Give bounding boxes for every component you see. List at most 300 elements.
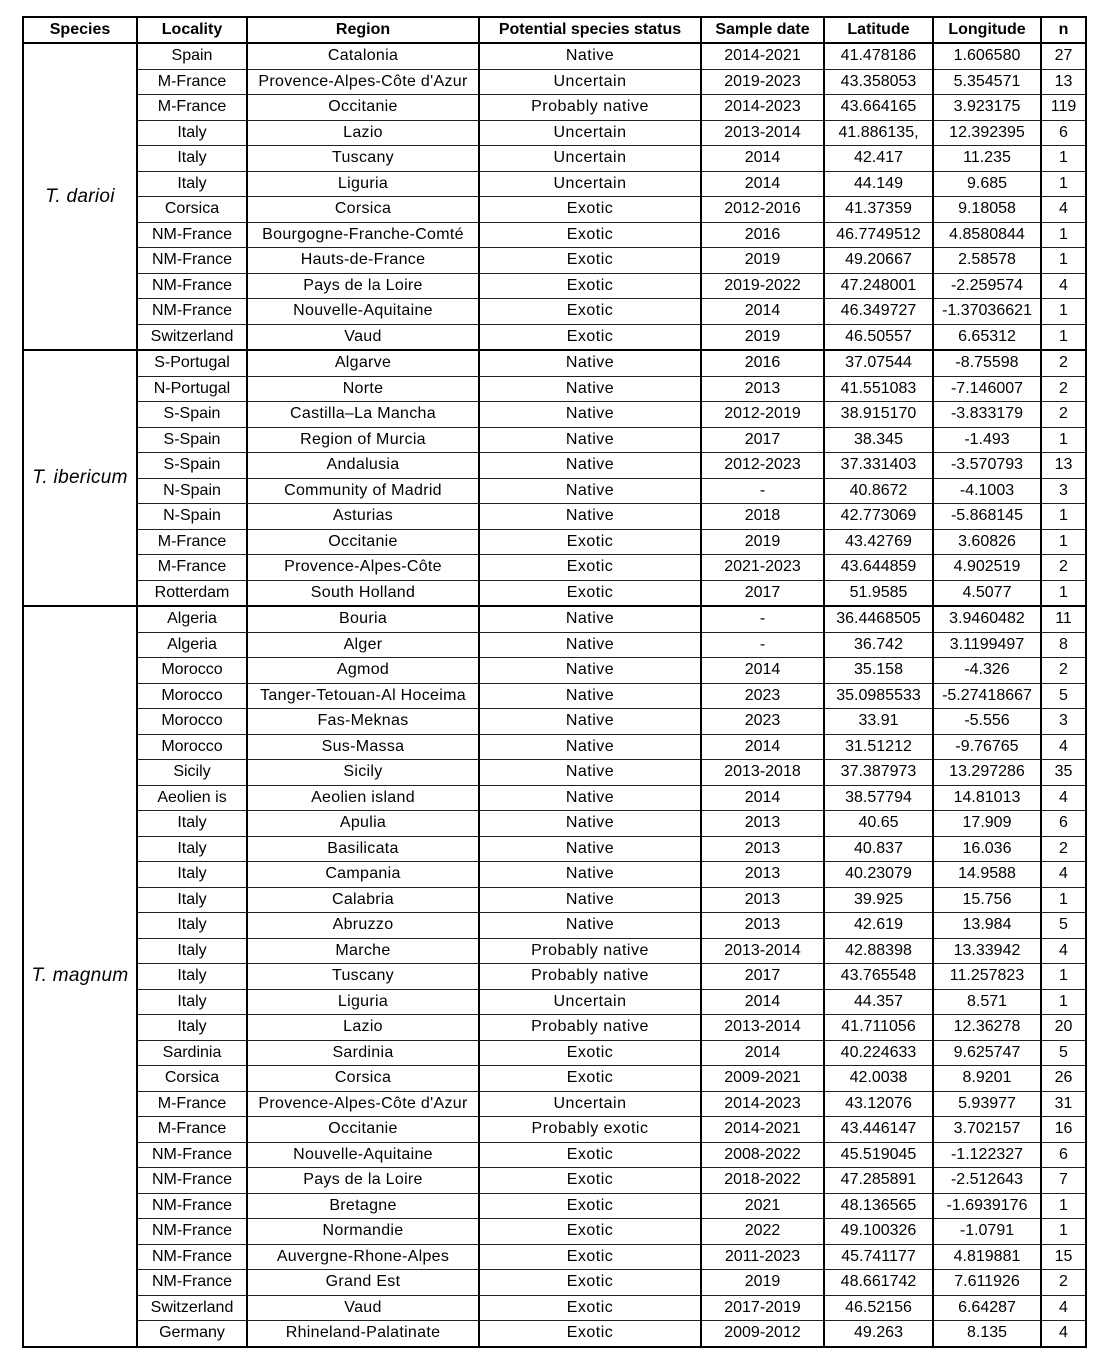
sample-date-cell: 2019-2022 (701, 273, 824, 299)
sample-date-cell: 2014 (701, 658, 824, 684)
longitude-cell: -4.1003 (933, 478, 1041, 504)
status-cell: Native (479, 887, 701, 913)
locality-cell: Italy (137, 146, 247, 172)
table-row (23, 273, 1086, 299)
latitude-cell: 41.478186 (824, 43, 933, 69)
status-cell: Native (479, 402, 701, 428)
region-cell: Pays de la Loire (247, 273, 479, 299)
locality-cell: Italy (137, 811, 247, 837)
region-cell: Catalonia (247, 43, 479, 69)
longitude-cell: -1.37036621 (933, 299, 1041, 325)
status-cell: Probably native (479, 938, 701, 964)
status-cell: Native (479, 504, 701, 530)
latitude-cell: 37.387973 (824, 760, 933, 786)
table-row (23, 1142, 1086, 1168)
region-cell: Normandie (247, 1219, 479, 1245)
status-cell: Exotic (479, 248, 701, 274)
region-cell: Corsica (247, 1066, 479, 1092)
region-cell: Nouvelle-Aquitaine (247, 299, 479, 325)
longitude-cell: 3.923175 (933, 95, 1041, 121)
region-cell: Liguria (247, 989, 479, 1015)
longitude-cell: 4.8580844 (933, 222, 1041, 248)
status-cell: Uncertain (479, 146, 701, 172)
latitude-cell: 48.136565 (824, 1193, 933, 1219)
sample-date-cell: 2013-2018 (701, 760, 824, 786)
status-cell: Exotic (479, 1142, 701, 1168)
longitude-cell: 8.571 (933, 989, 1041, 1015)
region-cell: Lazio (247, 120, 479, 146)
longitude-cell: -7.146007 (933, 376, 1041, 402)
locality-cell: S-Spain (137, 402, 247, 428)
locality-cell: Morocco (137, 683, 247, 709)
n-cell: 5 (1041, 683, 1086, 709)
status-cell: Native (479, 913, 701, 939)
region-cell: Fas-Meknas (247, 709, 479, 735)
sample-date-cell: 2013 (701, 913, 824, 939)
locality-cell: M-France (137, 555, 247, 581)
locality-cell: M-France (137, 1117, 247, 1143)
table-row (23, 658, 1086, 684)
locality-cell: NM-France (137, 248, 247, 274)
locality-cell: Aeolien is (137, 785, 247, 811)
table-row (23, 120, 1086, 146)
latitude-cell: 37.331403 (824, 453, 933, 479)
species-table-container (22, 16, 1087, 1348)
locality-cell: NM-France (137, 222, 247, 248)
latitude-cell: 38.57794 (824, 785, 933, 811)
sample-date-cell: 2014 (701, 146, 824, 172)
status-cell: Native (479, 836, 701, 862)
sample-date-cell: 2019-2023 (701, 69, 824, 95)
n-cell: 1 (1041, 222, 1086, 248)
n-cell: 4 (1041, 785, 1086, 811)
n-cell: 2 (1041, 376, 1086, 402)
longitude-cell: 5.354571 (933, 69, 1041, 95)
latitude-cell: 43.446147 (824, 1117, 933, 1143)
table-row (23, 95, 1086, 121)
region-cell: Basilicata (247, 836, 479, 862)
sample-date-cell: 2008-2022 (701, 1142, 824, 1168)
n-cell: 1 (1041, 504, 1086, 530)
locality-cell: Italy (137, 836, 247, 862)
sample-date-cell: 2013 (701, 811, 824, 837)
region-cell: Alger (247, 632, 479, 658)
locality-cell: S-Spain (137, 453, 247, 479)
table-row (23, 402, 1086, 428)
table-row (23, 734, 1086, 760)
latitude-cell: 45.741177 (824, 1244, 933, 1270)
locality-cell: Morocco (137, 658, 247, 684)
table-row (23, 913, 1086, 939)
sample-date-cell: - (701, 632, 824, 658)
n-cell: 1 (1041, 299, 1086, 325)
header-status: Potential species status (479, 17, 701, 43)
header-latitude: Latitude (824, 17, 933, 43)
n-cell: 2 (1041, 402, 1086, 428)
status-cell: Native (479, 606, 701, 632)
sample-date-cell: 2014 (701, 299, 824, 325)
region-cell: Grand Est (247, 1270, 479, 1296)
status-cell: Native (479, 658, 701, 684)
n-cell: 119 (1041, 95, 1086, 121)
n-cell: 6 (1041, 811, 1086, 837)
sample-date-cell: 2016 (701, 350, 824, 376)
region-cell: Provence-Alpes-Côte d'Azur (247, 1091, 479, 1117)
latitude-cell: 33.91 (824, 709, 933, 735)
sample-date-cell: 2012-2023 (701, 453, 824, 479)
status-cell: Uncertain (479, 1091, 701, 1117)
status-cell: Uncertain (479, 120, 701, 146)
latitude-cell: 35.0985533 (824, 683, 933, 709)
n-cell: 26 (1041, 1066, 1086, 1092)
sample-date-cell: 2019 (701, 248, 824, 274)
table-row (23, 350, 1086, 376)
locality-cell: NM-France (137, 1270, 247, 1296)
region-cell: Tanger-Tetouan-Al Hoceima (247, 683, 479, 709)
table-row (23, 862, 1086, 888)
status-cell: Exotic (479, 555, 701, 581)
latitude-cell: 46.7749512 (824, 222, 933, 248)
region-cell: Marche (247, 938, 479, 964)
longitude-cell: -1.0791 (933, 1219, 1041, 1245)
region-cell: Asturias (247, 504, 479, 530)
longitude-cell: 13.297286 (933, 760, 1041, 786)
longitude-cell: 11.235 (933, 146, 1041, 172)
status-cell: Exotic (479, 1040, 701, 1066)
sample-date-cell: 2013 (701, 836, 824, 862)
table-row (23, 376, 1086, 402)
n-cell: 1 (1041, 529, 1086, 555)
longitude-cell: 3.702157 (933, 1117, 1041, 1143)
latitude-cell: 43.358053 (824, 69, 933, 95)
sample-date-cell: 2019 (701, 324, 824, 350)
n-cell: 1 (1041, 427, 1086, 453)
region-cell: Calabria (247, 887, 479, 913)
table-row (23, 964, 1086, 990)
table-row (23, 760, 1086, 786)
n-cell: 1 (1041, 248, 1086, 274)
region-cell: Community of Madrid (247, 478, 479, 504)
longitude-cell: 8.9201 (933, 1066, 1041, 1092)
status-cell: Exotic (479, 529, 701, 555)
status-cell: Native (479, 478, 701, 504)
latitude-cell: 36.4468505 (824, 606, 933, 632)
latitude-cell: 49.20667 (824, 248, 933, 274)
sample-date-cell: 2012-2016 (701, 197, 824, 223)
status-cell: Native (479, 427, 701, 453)
longitude-cell: 5.93977 (933, 1091, 1041, 1117)
region-cell: Liguria (247, 171, 479, 197)
longitude-cell: 12.392395 (933, 120, 1041, 146)
n-cell: 16 (1041, 1117, 1086, 1143)
table-row (23, 1321, 1086, 1347)
n-cell: 3 (1041, 478, 1086, 504)
n-cell: 6 (1041, 1142, 1086, 1168)
latitude-cell: 45.519045 (824, 1142, 933, 1168)
longitude-cell: -3.833179 (933, 402, 1041, 428)
n-cell: 4 (1041, 273, 1086, 299)
locality-cell: N-Portugal (137, 376, 247, 402)
longitude-cell: 9.685 (933, 171, 1041, 197)
latitude-cell: 40.65 (824, 811, 933, 837)
locality-cell: Morocco (137, 709, 247, 735)
status-cell: Exotic (479, 1219, 701, 1245)
sample-date-cell: 2021-2023 (701, 555, 824, 581)
longitude-cell: -1.122327 (933, 1142, 1041, 1168)
n-cell: 4 (1041, 938, 1086, 964)
locality-cell: S-Portugal (137, 350, 247, 376)
table-row (23, 146, 1086, 172)
longitude-cell: 3.9460482 (933, 606, 1041, 632)
locality-cell: Sardinia (137, 1040, 247, 1066)
n-cell: 2 (1041, 555, 1086, 581)
n-cell: 4 (1041, 1295, 1086, 1321)
longitude-cell: -9.76765 (933, 734, 1041, 760)
latitude-cell: 43.42769 (824, 529, 933, 555)
region-cell: Tuscany (247, 146, 479, 172)
header-locality: Locality (137, 17, 247, 43)
n-cell: 4 (1041, 734, 1086, 760)
status-cell: Native (479, 350, 701, 376)
region-cell: Abruzzo (247, 913, 479, 939)
table-row (23, 1040, 1086, 1066)
n-cell: 1 (1041, 989, 1086, 1015)
sample-date-cell: 2014 (701, 734, 824, 760)
region-cell: Agmod (247, 658, 479, 684)
n-cell: 5 (1041, 1040, 1086, 1066)
locality-cell: M-France (137, 529, 247, 555)
n-cell: 1 (1041, 887, 1086, 913)
latitude-cell: 41.551083 (824, 376, 933, 402)
latitude-cell: 42.88398 (824, 938, 933, 964)
sample-date-cell: 2017-2019 (701, 1295, 824, 1321)
region-cell: Provence-Alpes-Côte (247, 555, 479, 581)
species-cell: T. magnum (23, 606, 137, 1347)
status-cell: Native (479, 785, 701, 811)
region-cell: Occitanie (247, 1117, 479, 1143)
latitude-cell: 40.837 (824, 836, 933, 862)
latitude-cell: 43.12076 (824, 1091, 933, 1117)
n-cell: 8 (1041, 632, 1086, 658)
sample-date-cell: 2017 (701, 964, 824, 990)
n-cell: 13 (1041, 453, 1086, 479)
status-cell: Exotic (479, 197, 701, 223)
status-cell: Probably native (479, 1015, 701, 1041)
latitude-cell: 46.349727 (824, 299, 933, 325)
longitude-cell: 17.909 (933, 811, 1041, 837)
table-row (23, 606, 1086, 632)
n-cell: 1 (1041, 964, 1086, 990)
n-cell: 2 (1041, 350, 1086, 376)
table-row (23, 811, 1086, 837)
n-cell: 1 (1041, 1193, 1086, 1219)
status-cell: Exotic (479, 1321, 701, 1347)
region-cell: Sus-Massa (247, 734, 479, 760)
status-cell: Exotic (479, 273, 701, 299)
status-cell: Exotic (479, 324, 701, 350)
latitude-cell: 48.661742 (824, 1270, 933, 1296)
species-occurrence-table (22, 16, 1087, 1348)
sample-date-cell: 2011-2023 (701, 1244, 824, 1270)
n-cell: 1 (1041, 580, 1086, 606)
table-row (23, 709, 1086, 735)
n-cell: 2 (1041, 1270, 1086, 1296)
n-cell: 1 (1041, 171, 1086, 197)
header-n: n (1041, 17, 1086, 43)
locality-cell: M-France (137, 95, 247, 121)
region-cell: Region of Murcia (247, 427, 479, 453)
longitude-cell: -8.75598 (933, 350, 1041, 376)
species-cell: T. darioi (23, 43, 137, 350)
region-cell: Auvergne-Rhone-Alpes (247, 1244, 479, 1270)
sample-date-cell: 2009-2021 (701, 1066, 824, 1092)
longitude-cell: 4.819881 (933, 1244, 1041, 1270)
sample-date-cell: - (701, 478, 824, 504)
region-cell: South Holland (247, 580, 479, 606)
longitude-cell: 13.33942 (933, 938, 1041, 964)
status-cell: Uncertain (479, 171, 701, 197)
region-cell: Nouvelle-Aquitaine (247, 1142, 479, 1168)
table-row (23, 1168, 1086, 1194)
longitude-cell: -5.556 (933, 709, 1041, 735)
status-cell: Uncertain (479, 989, 701, 1015)
longitude-cell: 9.625747 (933, 1040, 1041, 1066)
sample-date-cell: - (701, 606, 824, 632)
longitude-cell: 4.5077 (933, 580, 1041, 606)
region-cell: Andalusia (247, 453, 479, 479)
status-cell: Native (479, 760, 701, 786)
locality-cell: Switzerland (137, 1295, 247, 1321)
n-cell: 4 (1041, 1321, 1086, 1347)
n-cell: 1 (1041, 146, 1086, 172)
n-cell: 6 (1041, 120, 1086, 146)
locality-cell: NM-France (137, 1244, 247, 1270)
table-row (23, 683, 1086, 709)
sample-date-cell: 2018-2022 (701, 1168, 824, 1194)
header-row (23, 17, 1086, 43)
n-cell: 11 (1041, 606, 1086, 632)
sample-date-cell: 2017 (701, 580, 824, 606)
n-cell: 1 (1041, 324, 1086, 350)
status-cell: Probably exotic (479, 1117, 701, 1143)
locality-cell: N-Spain (137, 504, 247, 530)
sample-date-cell: 2014-2021 (701, 1117, 824, 1143)
latitude-cell: 44.357 (824, 989, 933, 1015)
locality-cell: Corsica (137, 197, 247, 223)
locality-cell: Algeria (137, 632, 247, 658)
latitude-cell: 51.9585 (824, 580, 933, 606)
header-species: Species (23, 17, 137, 43)
table-row (23, 1270, 1086, 1296)
region-cell: Vaud (247, 1295, 479, 1321)
latitude-cell: 43.765548 (824, 964, 933, 990)
table-row (23, 1117, 1086, 1143)
sample-date-cell: 2014-2023 (701, 1091, 824, 1117)
table-row (23, 1295, 1086, 1321)
sample-date-cell: 2021 (701, 1193, 824, 1219)
latitude-cell: 40.224633 (824, 1040, 933, 1066)
region-cell: Rhineland-Palatinate (247, 1321, 479, 1347)
region-cell: Tuscany (247, 964, 479, 990)
longitude-cell: -3.570793 (933, 453, 1041, 479)
longitude-cell: -5.27418667 (933, 683, 1041, 709)
longitude-cell: -5.868145 (933, 504, 1041, 530)
table-row (23, 299, 1086, 325)
table-row (23, 43, 1086, 69)
table-row (23, 427, 1086, 453)
longitude-cell: 16.036 (933, 836, 1041, 862)
latitude-cell: 49.100326 (824, 1219, 933, 1245)
n-cell: 3 (1041, 709, 1086, 735)
latitude-cell: 37.07544 (824, 350, 933, 376)
status-cell: Exotic (479, 1295, 701, 1321)
latitude-cell: 41.711056 (824, 1015, 933, 1041)
sample-date-cell: 2009-2012 (701, 1321, 824, 1347)
sample-date-cell: 2019 (701, 529, 824, 555)
longitude-cell: 9.18058 (933, 197, 1041, 223)
sample-date-cell: 2023 (701, 709, 824, 735)
longitude-cell: 6.65312 (933, 324, 1041, 350)
locality-cell: Italy (137, 964, 247, 990)
status-cell: Exotic (479, 1168, 701, 1194)
table-row (23, 478, 1086, 504)
locality-cell: Algeria (137, 606, 247, 632)
region-cell: Algarve (247, 350, 479, 376)
table-row (23, 1066, 1086, 1092)
sample-date-cell: 2013-2014 (701, 1015, 824, 1041)
region-cell: Occitanie (247, 529, 479, 555)
region-cell: Bourgogne-Franche-Comté (247, 222, 479, 248)
longitude-cell: 6.64287 (933, 1295, 1041, 1321)
latitude-cell: 40.23079 (824, 862, 933, 888)
region-cell: Sicily (247, 760, 479, 786)
n-cell: 15 (1041, 1244, 1086, 1270)
species-cell: T. ibericum (23, 350, 137, 606)
latitude-cell: 46.52156 (824, 1295, 933, 1321)
locality-cell: Morocco (137, 734, 247, 760)
table-row (23, 580, 1086, 606)
longitude-cell: 14.81013 (933, 785, 1041, 811)
latitude-cell: 39.925 (824, 887, 933, 913)
region-cell: Lazio (247, 1015, 479, 1041)
region-cell: Provence-Alpes-Côte d'Azur (247, 69, 479, 95)
status-cell: Native (479, 862, 701, 888)
longitude-cell: 7.611926 (933, 1270, 1041, 1296)
table-row (23, 836, 1086, 862)
region-cell: Hauts-de-France (247, 248, 479, 274)
table-row (23, 69, 1086, 95)
status-cell: Exotic (479, 1193, 701, 1219)
status-cell: Exotic (479, 222, 701, 248)
table-body (23, 43, 1086, 1347)
sample-date-cell: 2018 (701, 504, 824, 530)
sample-date-cell: 2014 (701, 989, 824, 1015)
sample-date-cell: 2013-2014 (701, 938, 824, 964)
locality-cell: NM-France (137, 299, 247, 325)
sample-date-cell: 2023 (701, 683, 824, 709)
status-cell: Native (479, 453, 701, 479)
table-row (23, 785, 1086, 811)
longitude-cell: 1.606580 (933, 43, 1041, 69)
sample-date-cell: 2014-2021 (701, 43, 824, 69)
latitude-cell: 42.417 (824, 146, 933, 172)
region-cell: Sardinia (247, 1040, 479, 1066)
n-cell: 4 (1041, 862, 1086, 888)
status-cell: Exotic (479, 1066, 701, 1092)
longitude-cell: 15.756 (933, 887, 1041, 913)
table-row (23, 248, 1086, 274)
longitude-cell: -1.6939176 (933, 1193, 1041, 1219)
